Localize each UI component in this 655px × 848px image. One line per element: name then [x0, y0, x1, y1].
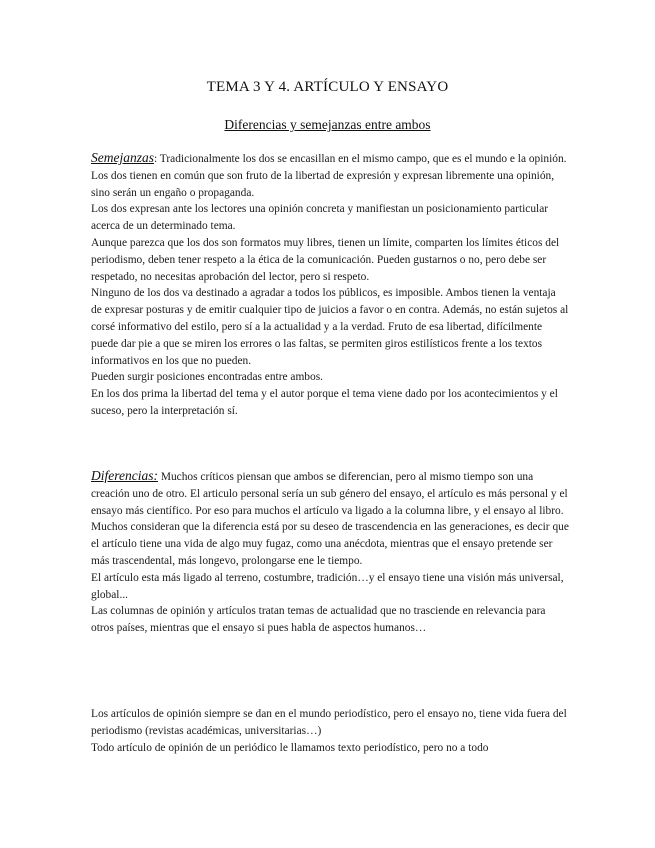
semejanzas-paragraph-2: Los dos expresan ante los lectores una opinión concreta y manifiestan un posicionamiento particular acerca de un determinado tema.: [91, 203, 549, 233]
semejanzas-paragraph-1: [91, 150, 569, 201]
semejanzas-paragraph-4: Ninguno de los dos va destinado a agradar a todos los públicos, es imposible. Ambos tienen la ventaja de expresar posturas y de emitir cualquier tipo de juicios a favor o en contra. Además, no están sujetos al corsé informativo del estilo, pero sí a la actualidad y a la verdad. Fruto de esa libertad, difícilmente puede dar pie a que se miren los errores o las faltas, se permiten giros estilísticos frente a los textos informativos en los que no pueden.: [91, 287, 569, 367]
semejanzas-paragraph-6: En los dos prima la libertad del tema y el autor porque el tema viene dado por los acontecimientos y el suceso, pero la interpretación sí.: [91, 388, 558, 417]
diferencias-text-1: Muchos críticos piensan que ambos se diferencian, pero al mismo tiempo son una creación uno de otro. El articulo personal sería un sub género del ensayo, el artículo es más personal y el ensayo más científico. Por eso para muchos el artículo va ligado a la columna libre, y el ensayo al libro.: [91, 471, 568, 517]
semejanzas-heading: Semejanzas: [91, 150, 154, 165]
diferencias-heading: Diferencias:: [91, 468, 158, 483]
page-title: TEMA 3 Y 4. ARTÍCULO Y ENSAYO: [206, 79, 449, 95]
final-paragraph-2: Todo artículo de opinión de un periódico le llamamos texto periodístico, pero no a todo: [91, 741, 489, 754]
final-section: [91, 706, 569, 756]
semejanzas-paragraph-5: Pueden surgir posiciones encontradas entre ambos.: [91, 371, 323, 384]
diferencias-paragraph-4: Las columnas de opinión y artículos tratan temas de actualidad que no trasciende en relevancia para otros países, mientras que el ensayo si pues habla de aspectos humanos…: [91, 605, 546, 635]
diferencias-paragraph-1: [91, 468, 569, 519]
semejanzas-text-1: : Tradicionalmente los dos se encasillan en el mismo campo, que es el mundo e la opinión. Los dos tienen en común que son fruto de la libertad de expresión y expresan libremente una opinión, sino serán un engaño o propaganda.: [91, 153, 567, 199]
page-subtitle: Diferencias y semejanzas entre ambos: [224, 117, 431, 132]
semejanzas-section: [91, 150, 569, 420]
final-paragraph-1: Los artículos de opinión siempre se dan en el mundo periodístico, pero el ensayo no, tiene vida fuera del periodismo (revistas académicas, universitarias…): [91, 708, 567, 737]
diferencias-paragraph-2: Muchos consideran que la diferencia está por su deseo de trascendencia en las generaciones, es decir que el artículo tiene una vida de algo muy fugaz, como una anécdota, mientras que el ensayo pretende ser más trascendental, más longevo, prolongarse ene le tiempo.: [91, 521, 569, 567]
semejanzas-paragraph-3: Aunque parezca que los dos son formatos muy libres, tienen un límite, comparten los límites éticos del periodismo, deben tener respeto a la ética de la comunicación. Pueden gustarnos o no, pero debe ser respetado, no necesitas aprobación del lector, pero si respeto.: [91, 236, 560, 283]
diferencias-paragraph-3: El artículo esta más ligado al terreno, costumbre, tradición…y el ensayo tiene una visión más universal, global...: [91, 571, 564, 601]
diferencias-section: [91, 468, 569, 637]
